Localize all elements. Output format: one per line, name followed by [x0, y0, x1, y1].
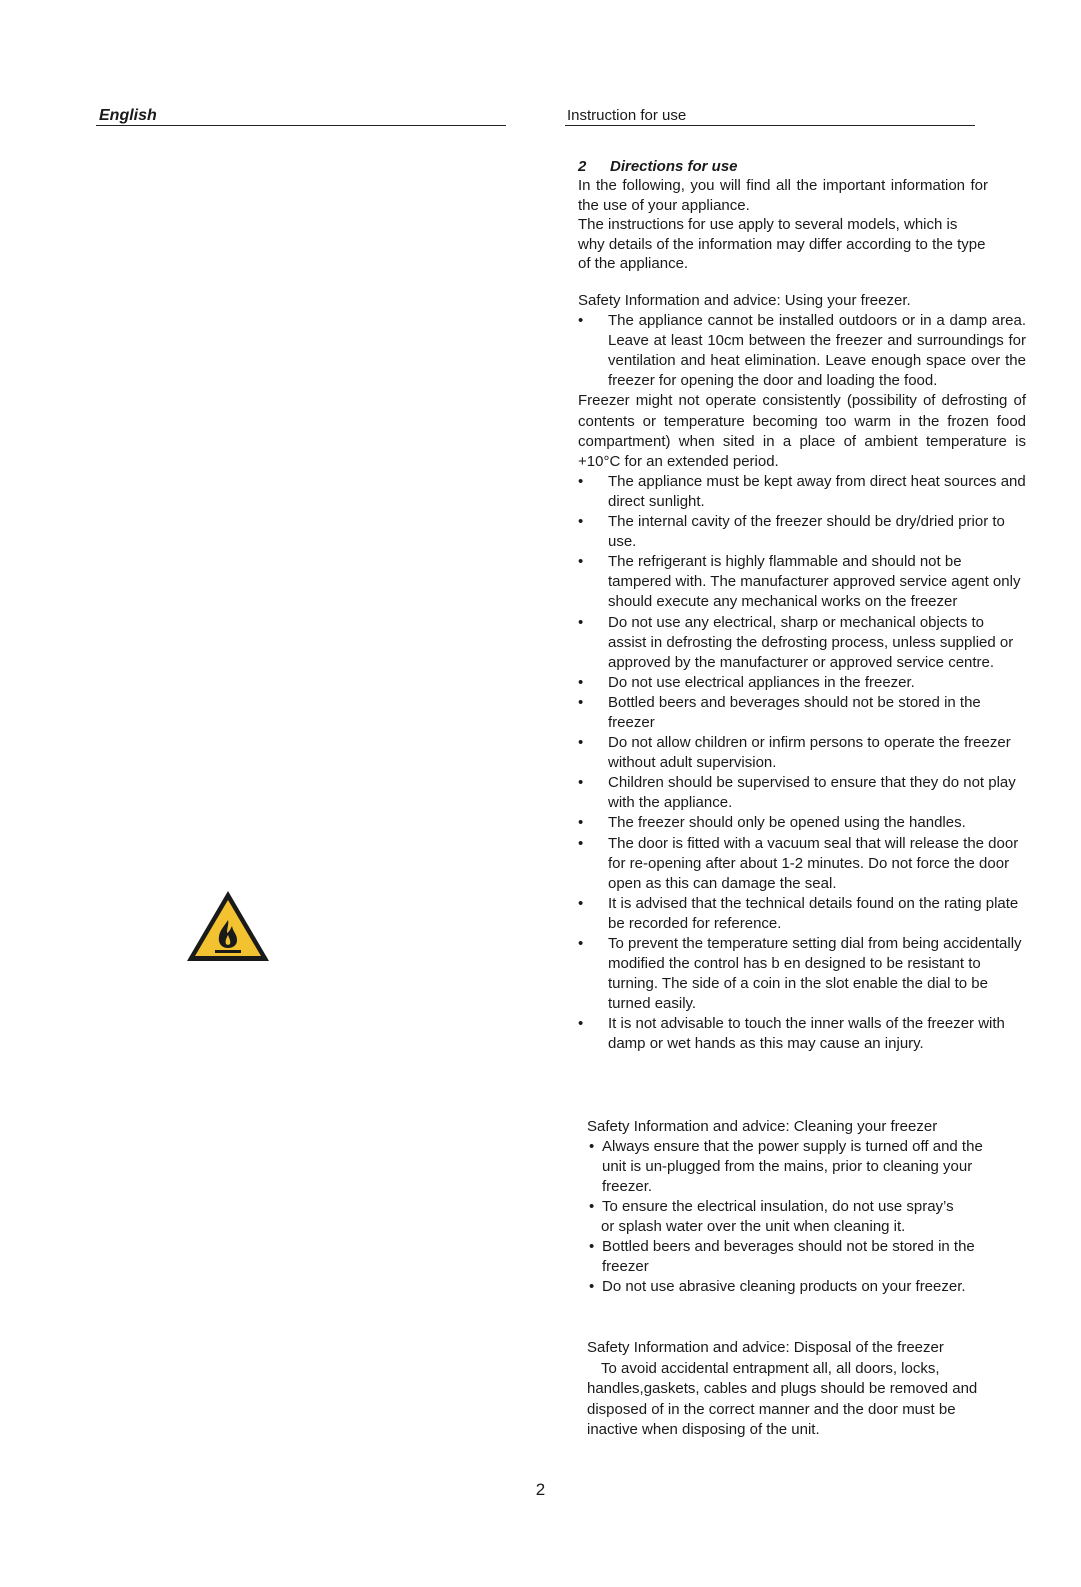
list-item: • The internal cavity of the freezer should be dry/dried prior to use. — [578, 512, 1026, 552]
list-item: • The appliance cannot be installed outdoors or in a damp area. Leave at least 10cm between the freezer and surroundings for ventilation and heat elimination. Leave enough space over the freezer for opening the door and loading the food. — [578, 311, 1026, 391]
document-header: Instruction for use — [565, 106, 975, 126]
using-section — [578, 291, 1026, 1055]
cleaning-section — [587, 1117, 987, 1297]
list-item: • The freezer should only be opened using the handles. — [578, 813, 1026, 833]
list-item: • The refrigerant is highly flammable and should not be tampered with. The manufacturer approved service agent only should execute any mechanical works on the freezer — [578, 552, 1026, 612]
page-number: 2 — [535, 1480, 546, 1499]
list-item: • Do not use any electrical, sharp or mechanical objects to assist in defrosting the defrosting process, unless supplied or approved by the manufacturer or approved service centre. — [578, 613, 1026, 673]
intro-paragraph: In the following, you will find all the important information for the use of your appliance. — [578, 177, 988, 214]
section-heading — [578, 157, 988, 176]
language-header: English — [96, 106, 506, 126]
directions-section — [578, 157, 988, 273]
list-item: • Do not use abrasive cleaning products on your freezer. — [587, 1277, 987, 1297]
disposal-text: To avoid accidental entrapment all, all doors, locks, handles,gaskets, cables and plugs should be removed and disposed of in the correct manner and the door must be inactive when disposing of the unit. — [587, 1359, 978, 1439]
list-item: • To ensure the electrical insulation, do not use spray’s — [587, 1197, 987, 1217]
list-item: • The appliance must be kept away from direct heat sources and direct sunlight. — [578, 472, 1026, 512]
section-number: 2 — [578, 158, 587, 175]
list-item: • It is advised that the technical details found on the rating plate be recorded for reference. — [578, 894, 1026, 934]
disposal-heading: Safety Information and advice: Disposal of the freezer — [587, 1339, 944, 1356]
list-item: • Children should be supervised to ensure that they do not play with the appliance. — [578, 773, 1026, 813]
list-item-continuation: or splash water over the unit when cleaning it. — [601, 1218, 906, 1235]
models-paragraph: The instructions for use apply to several models, which is why details of the information may differ according to the type of the appliance. — [578, 216, 986, 273]
list-item: • Always ensure that the power supply is turned off and the unit is un-plugged from the mains, prior to cleaning your freezer. — [587, 1137, 987, 1197]
temperature-note: Freezer might not operate consistently (possibility of defrosting of contents or temperature becoming too warm in the frozen food compartment) when sited in a place of ambient temperature is +10°C for an extended period. — [578, 392, 1026, 470]
list-item: • Bottled beers and beverages should not be stored in the freezer — [578, 693, 1026, 733]
flammable-warning-icon — [185, 888, 271, 964]
disposal-section — [587, 1338, 987, 1441]
cleaning-heading: Safety Information and advice: Cleaning your freezer — [587, 1118, 938, 1135]
list-item: • The door is fitted with a vacuum seal that will release the door for re-opening after about 1-2 minutes. Do not force the door open as this can damage the seal. — [578, 834, 1026, 894]
list-item: • Bottled beers and beverages should not be stored in the freezer — [587, 1237, 987, 1277]
list-item: • Do not allow children or infirm persons to operate the freezer without adult supervision. — [578, 733, 1026, 773]
list-item: • It is not advisable to touch the inner walls of the freezer with damp or wet hands as this may cause an injury. — [578, 1014, 1026, 1054]
using-heading: Safety Information and advice: Using your freezer. — [578, 292, 911, 309]
section-title: Directions for use — [610, 158, 738, 175]
list-item: • Do not use electrical appliances in the freezer. — [578, 673, 1026, 693]
list-item: • To prevent the temperature setting dial from being accidentally modified the control has b en designed to be resistant to turning. The side of a coin in the slot enable the dial to be turned easily. — [578, 934, 1026, 1014]
